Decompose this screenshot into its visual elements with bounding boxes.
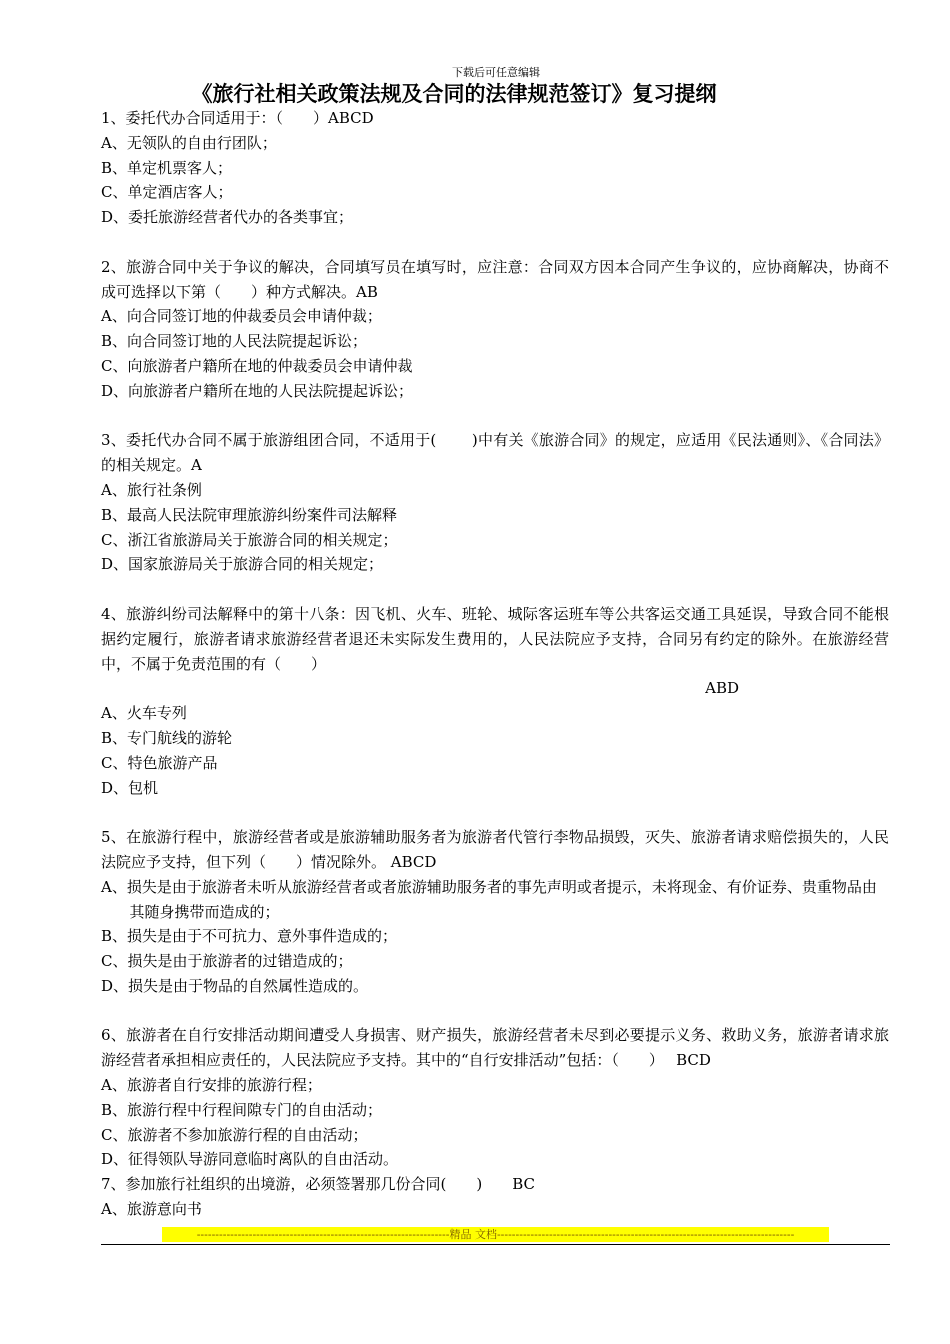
question-6-text: 6、旅游者在自行安排活动期间遭受人身损害、财产损失，旅游经营者未尽到必要提示义务、救助义务，旅游者请求旅游经营者承担相应责任的，人民法院应予支持。其中的“自行安排活动”包括：（ ） BCD [101, 1026, 889, 1070]
question-5-option-b: B、损失是由于不可抗力、意外事件造成的； [101, 927, 398, 946]
question-2-option-b: B、向合同签订地的人民法院提起诉讼； [101, 332, 368, 351]
question-5-option-c: C、损失是由于旅游者的过错造成的； [101, 952, 353, 971]
question-1-text: 1、委托代办合同适用于：（ ）ABCD [101, 109, 374, 127]
question-3-option-d: D、国家旅游局关于旅游合同的相关规定； [101, 555, 384, 574]
spacer [101, 800, 889, 825]
question-2-text: 2、旅游合同中关于争议的解决，合同填写员在填写时，应注意：合同双方因本合同产生争议的，应协商解决，协商不成可选择以下第（ ）种方式解决。AB [101, 257, 889, 301]
question-2-option-c: C、向旅游者户籍所在地的仲裁委员会申请仲裁 [101, 356, 413, 375]
question-3-option-b: B、最高人民法院审理旅游纠纷案件司法解释 [101, 505, 398, 524]
question-6-option-c: C、旅游者不参加旅游行程的自由活动； [101, 1125, 368, 1144]
question-2 [101, 255, 889, 404]
footer-divider [101, 1244, 890, 1245]
question-4-answer: ABD [705, 679, 739, 698]
question-6 [101, 1023, 889, 1172]
question-4-text: 4、旅游纠纷司法解释中的第十八条：因飞机、火车、班轮、城际客运班车等公共客运交通工具延误，导致合同不能根据约定履行，旅游者请求旅游经营者退还未实际发生费用的，人民法院应予支持，合同另有约定的除外。在旅游经营中，不属于免责范围的有（ ） [101, 604, 889, 673]
question-7 [101, 1172, 889, 1222]
spacer [101, 577, 889, 602]
header-note: 下载后可任意编辑 [452, 66, 540, 79]
document-body [101, 106, 889, 1222]
question-1-option-d: D、委托旅游经营者代办的各类事宜； [101, 208, 354, 227]
question-3-option-a: A、旅行社条例 [101, 480, 202, 499]
question-6-option-a: A、旅游者自行安排的旅游行程； [101, 1076, 322, 1095]
question-4-option-a: A、火车专列 [101, 704, 187, 723]
question-3-text: 3、委托代办合同不属于旅游组团合同，不适用于( )中有关《旅游合同》的规定，应适用《民法通则》、《合同法》的相关规定。A [101, 431, 889, 475]
question-3 [101, 428, 889, 577]
question-2-option-d: D、向旅游者户籍所在地的人民法院提起诉讼； [101, 381, 414, 400]
footer-watermark: --------------------------------------------------------------------精品 文档-------------------------------------------------------------------------------- [162, 1227, 829, 1242]
question-1 [101, 106, 889, 230]
question-1-option-a: A、无领队的自由行团队； [101, 133, 277, 152]
question-7-option-a: A、旅游意向书 [101, 1200, 202, 1219]
spacer [101, 230, 889, 255]
spacer [101, 404, 889, 429]
question-5-text: 5、在旅游行程中，旅游经营者或是旅游辅助服务者为旅游者代管行李物品损毁，灭失、旅游者请求赔偿损失的，人民法院应予支持，但下列（ ）情况除外。 ABCD [101, 828, 889, 871]
question-5-option-d: D、损失是由于物品的自然属性造成的。 [101, 976, 369, 995]
question-1-option-b: B、单定机票客人； [101, 158, 233, 177]
question-4-option-c: C、特色旅游产品 [101, 753, 218, 772]
question-4 [101, 602, 889, 800]
document-title: 《旅行社相关政策法规及合同的法律规范签订》复习提纲 [191, 82, 717, 106]
question-6-option-d: D、征得领队导游同意临时离队的自由活动。 [101, 1150, 399, 1169]
question-7-text: 7、参加旅行社组织的出境游，必须签署那几份合同( ) BC [101, 1175, 536, 1194]
question-1-option-c: C、单定酒店客人； [101, 183, 233, 202]
question-5 [101, 825, 889, 999]
question-6-option-b: B、旅游行程中行程间隙专门的自由活动； [101, 1100, 383, 1119]
question-5-option-a: A、损失是由于旅游者未听从旅游经营者或者旅游辅助服务者的事先声明或者提示，未将现金、有价证券、贵重物品由其随身携带而造成的； [101, 877, 877, 921]
question-4-option-b: B、专门航线的游轮 [101, 728, 233, 747]
question-2-option-a: A、向合同签订地的仲裁委员会申请仲裁； [101, 307, 382, 326]
question-3-option-c: C、浙江省旅游局关于旅游合同的相关规定； [101, 530, 398, 549]
spacer [101, 999, 889, 1024]
question-4-option-d: D、包机 [101, 778, 159, 797]
